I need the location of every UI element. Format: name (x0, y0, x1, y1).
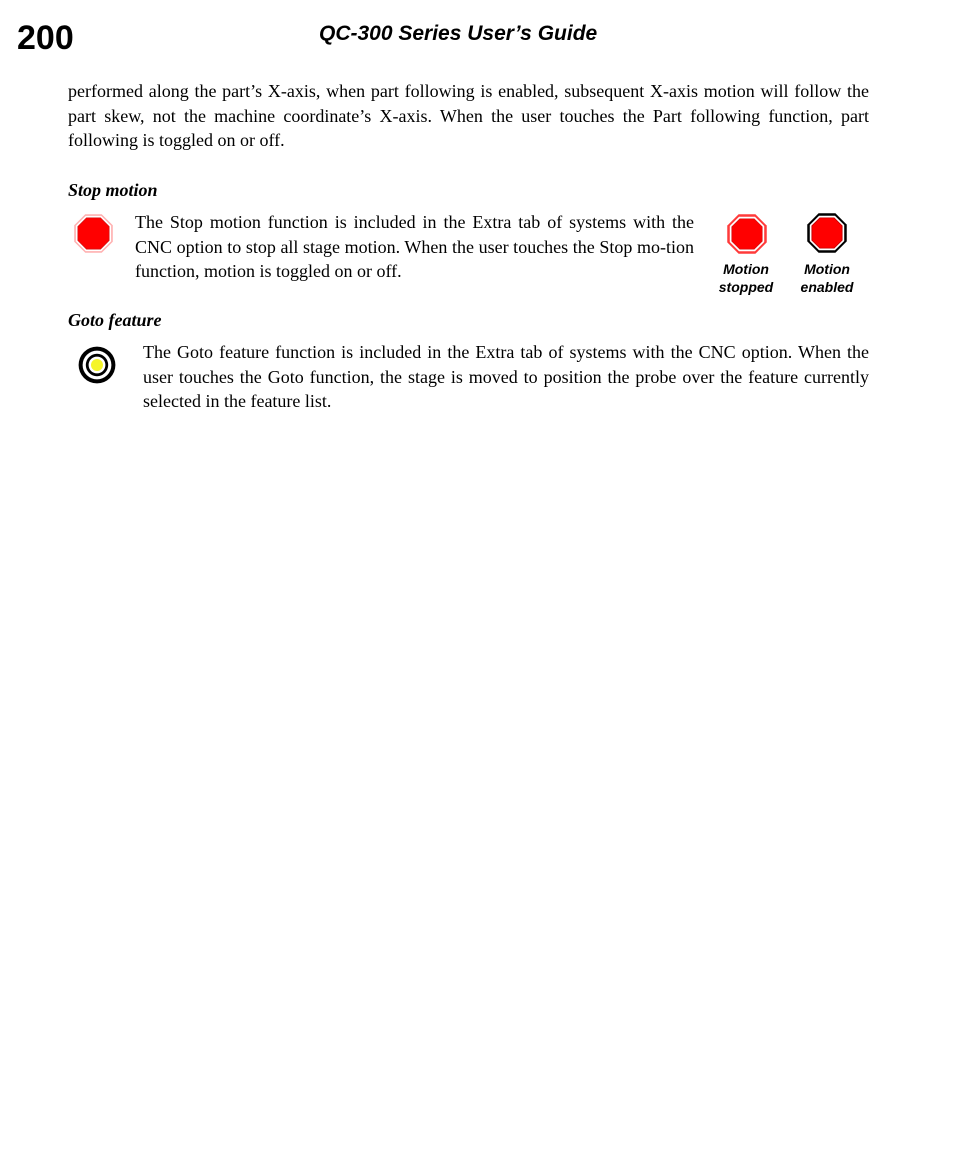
target-icon (77, 345, 117, 385)
goto-feature-description: The Goto feature function is included in the Extra tab of systems with the CNC option. When the user touches the Goto function, the stage is moved to position the probe over the feature currently selected in the feature list. (143, 342, 869, 411)
page-number: 200 (17, 19, 74, 57)
stop-sign-black-border-icon (806, 212, 848, 254)
caption-line: Motion (723, 261, 769, 277)
caption-line: stopped (718, 279, 774, 295)
stop-motion-description: The Stop motion function is included in the Extra tab of systems with the CNC option to stop all stage motion. When the user touches the Stop mo-tion function, motion is toggled on or off. (135, 212, 694, 281)
caption-line: Motion (804, 261, 850, 277)
goto-feature-heading: Goto feature (68, 310, 162, 330)
motion-enabled-caption (782, 260, 872, 296)
caption-line: enabled (800, 279, 854, 295)
stop-sign-red-border-icon (726, 213, 768, 255)
intro-paragraph: performed along the part’s X-axis, when part following is enabled, subsequent X-axis motion will follow the part skew, not the machine coordinate’s X-axis. When the user touches the Part following function, part following is toggled on or off. (68, 81, 869, 150)
stop-motion-heading: Stop motion (68, 180, 158, 200)
running-title: QC-300 Series User’s Guide (319, 22, 598, 45)
motion-stopped-caption (701, 260, 791, 296)
stop-sign-icon (73, 213, 114, 254)
